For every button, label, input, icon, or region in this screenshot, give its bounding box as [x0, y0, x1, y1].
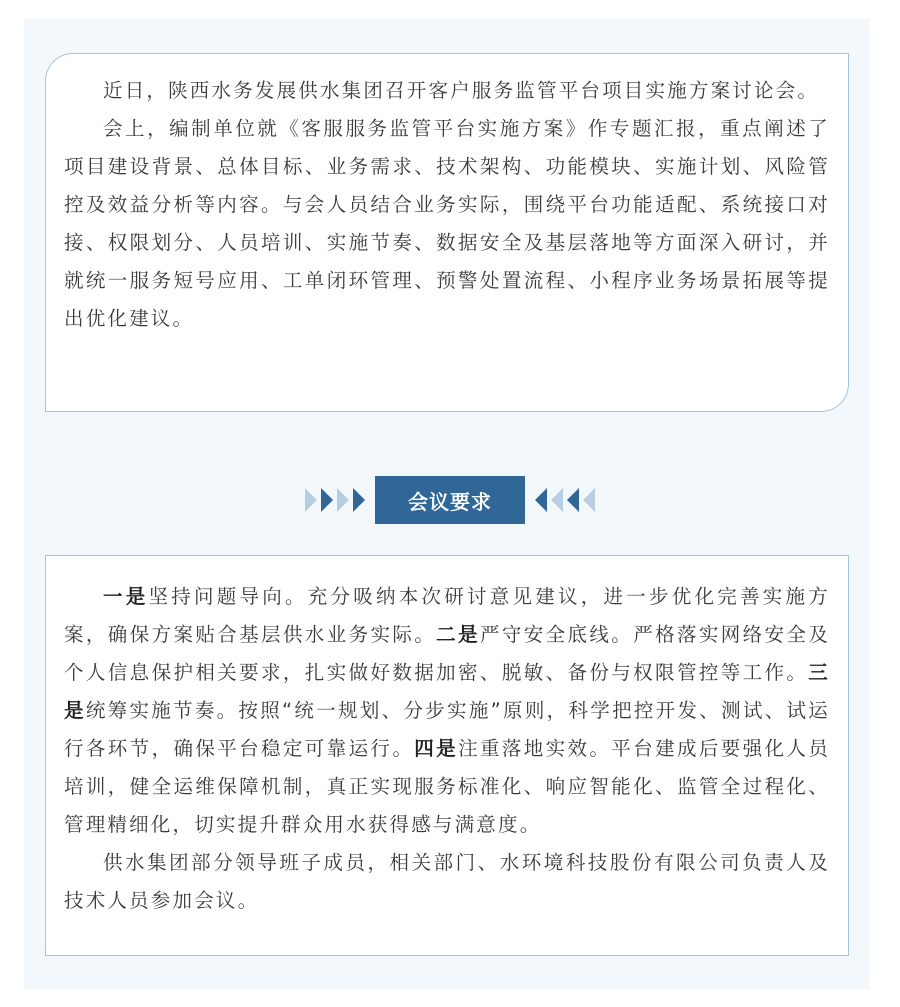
requirement-3-text: 统筹实施节奏。按照“统一规划、分步实施”原则，科学把控开发、测试、试运行各环节，确保平台稳定可靠运行。	[64, 699, 830, 760]
arrow-right-icon	[353, 488, 365, 512]
requirement-1-label: 一是	[103, 585, 149, 608]
requirements-card	[45, 555, 849, 956]
requirement-2-label: 二是	[436, 623, 480, 646]
section-heading	[0, 476, 900, 524]
arrow-left-icon	[583, 488, 595, 512]
requirement-1-text: 坚持问题导向。充分吸纳本次研讨意见建议，进一步优化完善实施方案，确保方案贴合基层供水业务实际。	[64, 585, 830, 646]
intro-paragraph-1: 近日，陕西水务发展供水集团召开客户服务监管平台项目实施方案讨论会。	[103, 79, 820, 102]
requirement-3-label: 三是	[64, 661, 830, 722]
section-title: 会议要求	[375, 476, 525, 524]
arrow-left-icon	[535, 488, 547, 512]
arrow-left-icon	[551, 488, 563, 512]
requirements-paragraph	[64, 578, 830, 844]
closing-paragraph: 供水集团部分领导班子成员，相关部门、水环境科技股份有限公司负责人及技术人员参加会议。	[64, 851, 830, 912]
left-arrows-decoration	[535, 488, 595, 512]
right-arrows-decoration	[305, 488, 365, 512]
arrow-right-icon	[305, 488, 317, 512]
intro-card	[45, 53, 849, 412]
arrow-right-icon	[321, 488, 333, 512]
requirement-2-text: 严守安全底线。严格落实网络安全及个人信息保护相关要求，扎实做好数据加密、脱敏、备份与权限管控等工作。	[64, 623, 831, 684]
arrow-right-icon	[337, 488, 349, 512]
arrow-left-icon	[567, 488, 579, 512]
requirement-4-text: 注重落地实效。平台建成后要强化人员培训，健全运维保障机制，真正实现服务标准化、响应智能化、监管全过程化、管理精细化，切实提升群众用水获得感与满意度。	[64, 737, 831, 836]
requirement-4-label: 四是	[414, 737, 459, 760]
intro-paragraph-2: 会上，编制单位就《客服服务监管平台实施方案》作专题汇报，重点阐述了项目建设背景、总体目标、业务需求、技术架构、功能模块、实施计划、风险管控及效益分析等内容。与会人员结合业务实际，围绕平台功能适配、系统接口对接、权限划分、人员培训、实施节奏、数据安全及基层落地等方面深入研讨，并就统一服务短号应用、工单闭环管理、预警处置流程、小程序业务场景拓展等提出优化建议。	[64, 117, 830, 330]
